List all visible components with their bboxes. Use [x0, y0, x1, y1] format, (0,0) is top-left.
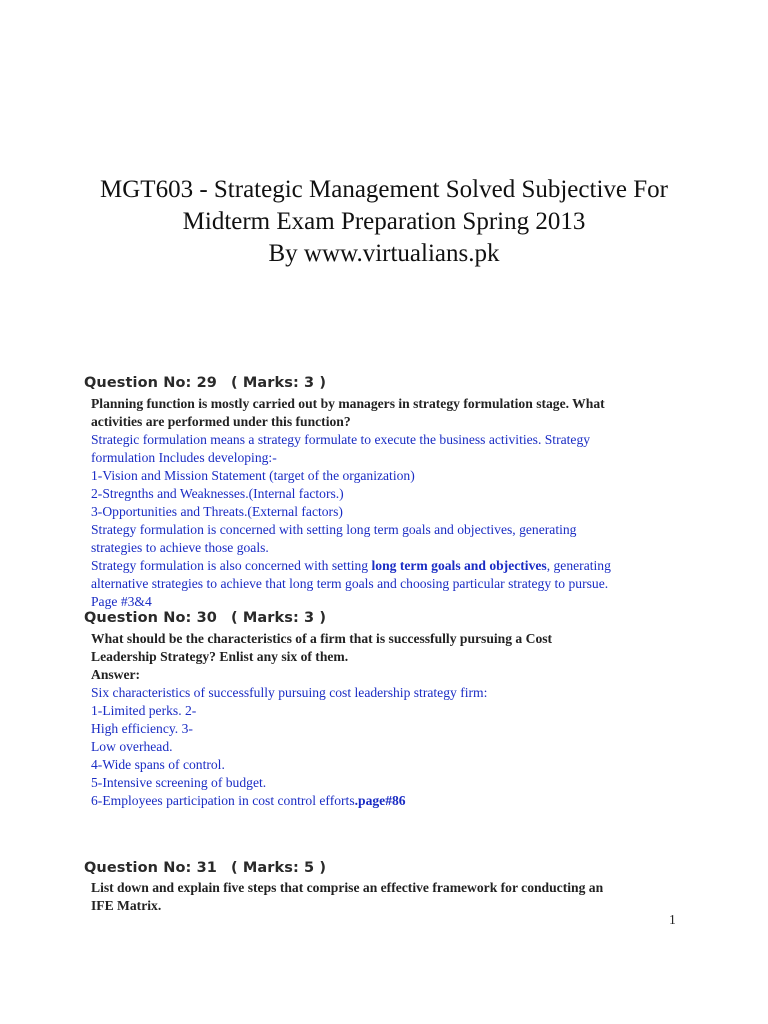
- question-text-line: activities are performed under this function?: [91, 414, 351, 429]
- question-30-body: [91, 630, 691, 810]
- question-text-line: Leadership Strategy? Enlist any six of them.: [91, 649, 349, 664]
- question-number: Question No: 31: [84, 860, 217, 876]
- answer-line: 1-Limited perks. 2-: [91, 703, 197, 718]
- question-marks: ( Marks: 5 ): [230, 860, 327, 876]
- question-29-body: [91, 395, 691, 611]
- document-title: [0, 174, 768, 270]
- title-line-3: By www.virtualians.pk: [268, 240, 500, 267]
- answer-line: Six characteristics of successfully pursuing cost leadership strategy firm:: [91, 685, 488, 700]
- question-number: Question No: 29: [84, 375, 217, 391]
- question-31-heading: [84, 860, 326, 876]
- title-line-1: MGT603 - Strategic Management Solved Subjective For: [100, 176, 668, 203]
- answer-line: 3-Opportunities and Threats.(External factors): [91, 504, 343, 519]
- emphasized-text: long term goals and objectives: [371, 558, 547, 573]
- answer-text: Strategy formulation is also concerned with setting: [91, 558, 372, 573]
- answer-line: 5-Intensive screening of budget.: [91, 775, 267, 790]
- answer-line: High efficiency. 3-: [91, 721, 193, 736]
- question-31-body: [91, 879, 691, 915]
- question-number: Question No: 30: [84, 610, 217, 626]
- answer-line: alternative strategies to achieve that long term goals and choosing particular strategy to pursue.: [91, 576, 609, 591]
- question-29-heading: [84, 375, 326, 391]
- answer-text: , generating: [546, 558, 611, 573]
- answer-text: 6-Employees participation in cost control efforts: [91, 793, 355, 808]
- answer-line: Strategy formulation is concerned with setting long term goals and objectives, generating: [91, 522, 577, 537]
- answer-line-emphasis: [91, 557, 691, 575]
- answer-line: formulation Includes developing:-: [91, 450, 277, 465]
- question-text-line: What should be the characteristics of a firm that is successfully pursuing a Cost: [91, 631, 553, 646]
- answer-line: 2-Stregnths and Weaknesses.(Internal factors.): [91, 486, 344, 501]
- page-reference: Page #3&4: [91, 594, 152, 609]
- answer-line: strategies to achieve those goals.: [91, 540, 269, 555]
- answer-line: Strategic formulation means a strategy formulate to execute the business activities. Strategy: [91, 432, 591, 447]
- question-text-line: List down and explain five steps that comprise an effective framework for conducting an: [91, 880, 604, 895]
- answer-line: 4-Wide spans of control.: [91, 757, 225, 772]
- answer-label: Answer:: [91, 667, 141, 682]
- question-marks: ( Marks: 3 ): [230, 610, 327, 626]
- question-text-line: IFE Matrix.: [91, 898, 162, 913]
- question-marks: ( Marks: 3 ): [230, 375, 327, 391]
- question-30-heading: [84, 610, 326, 626]
- answer-line: 1-Vision and Mission Statement (target of the organization): [91, 468, 415, 483]
- answer-line: Low overhead.: [91, 739, 173, 754]
- page-number: 1: [669, 912, 676, 927]
- title-line-2: Midterm Exam Preparation Spring 2013: [182, 208, 586, 235]
- page-reference: .page#86: [354, 793, 406, 808]
- answer-line: [91, 792, 691, 810]
- question-text-line: Planning function is mostly carried out by managers in strategy formulation stage. What: [91, 396, 605, 411]
